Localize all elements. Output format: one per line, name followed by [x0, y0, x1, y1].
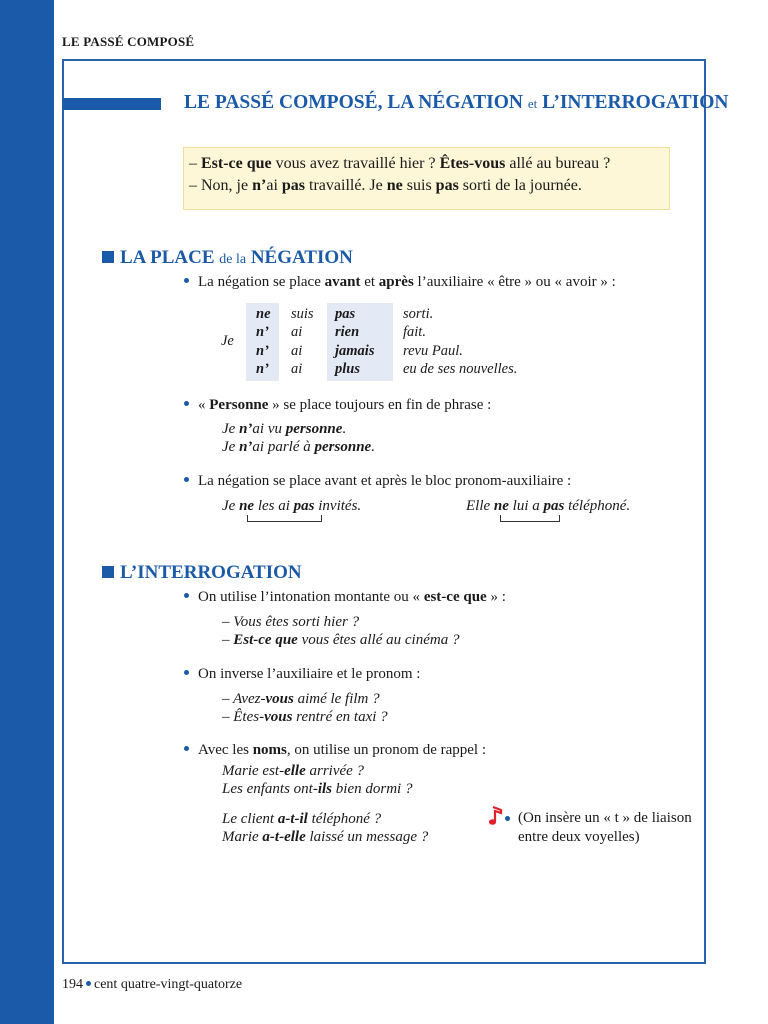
bullet-intonation: [184, 589, 506, 606]
title-part2: L’INTERROGATION: [537, 92, 729, 113]
text-run: vous êtes allé au cinéma ?: [297, 632, 460, 648]
text-run: Je: [222, 439, 240, 455]
title-et: et: [527, 96, 538, 111]
text-run: téléphoné ?: [307, 811, 382, 827]
table-cell: pas: [335, 306, 356, 322]
text-run: – Avez-: [222, 691, 266, 707]
footer-dot-icon: [86, 981, 91, 986]
section1-b: de la: [219, 252, 247, 267]
bold-run: n’: [252, 177, 267, 194]
bullet-dot-icon: [184, 746, 189, 751]
table-cell: n’: [256, 342, 269, 359]
text-run: téléphoné.: [564, 498, 631, 514]
table-cell: n’: [256, 360, 269, 377]
text-run: travaillé. Je: [305, 177, 387, 194]
bullet-bloc-pronom: [184, 473, 571, 490]
text-run: allé au bureau ?: [505, 155, 611, 172]
bold-run: elle: [284, 763, 306, 779]
text-run: l’auxiliaire « être » ou « avoir » :: [413, 274, 616, 290]
bold-run: a-t-elle: [262, 829, 306, 845]
text-run: Marie: [222, 829, 263, 845]
note-line-1: (On insère un « t » de liaison: [518, 810, 692, 826]
table-cell: ai: [291, 342, 303, 359]
text-run: les ai: [254, 498, 294, 514]
example-line: [222, 690, 388, 708]
bold-run: ne: [493, 498, 509, 514]
title-accent-bar: [62, 98, 161, 110]
bullet-dot-icon: [184, 593, 189, 598]
text-run: ai: [266, 177, 282, 194]
table-cell: ai: [291, 324, 303, 341]
text-run: Marie est-: [222, 763, 285, 779]
text-run: bien dormi ?: [332, 781, 413, 797]
example-noms: [222, 762, 412, 798]
example-inversion: [222, 690, 388, 726]
text-run: arrivée ?: [305, 763, 365, 779]
bullet-noms: [184, 742, 486, 759]
example-line: [222, 631, 459, 649]
example-line: [222, 438, 375, 456]
bold-run: ne: [239, 498, 255, 514]
bullet-text: [198, 274, 616, 290]
text-run: et: [360, 274, 379, 290]
text-run: On utilise l’intonation montante ou «: [198, 589, 424, 605]
section-heading-interrogation: [102, 562, 302, 584]
text-run: La négation se place: [198, 274, 325, 290]
text-run: vous avez travaillé hier ?: [271, 155, 440, 172]
bullet-text: [198, 742, 486, 758]
dialogue-box: [183, 147, 670, 210]
bold-run: Personne: [209, 397, 269, 413]
bold-run: n’: [239, 439, 253, 455]
liaison-note: [518, 809, 692, 847]
text-run: sorti de la journée.: [458, 177, 582, 194]
bullet-negation-position: [184, 274, 616, 291]
running-head: LE PASSÉ COMPOSÉ: [62, 34, 195, 49]
bold-run: personne: [314, 439, 372, 455]
example-intonation: [222, 613, 459, 649]
bold-run: n’: [239, 421, 253, 437]
bold-run: Êtes-vous: [439, 155, 506, 172]
text-run: La négation se place avant et après le bloc pronom-auxiliaire :: [198, 473, 572, 489]
example-line: [222, 762, 412, 780]
example-line: [222, 810, 428, 828]
text-run: ai parlé à: [252, 439, 315, 455]
dialogue-line-2: [189, 175, 669, 197]
bold-run: Est-ce que: [201, 155, 272, 172]
bold-run: pas: [281, 177, 306, 194]
text-run: laissé un message ?: [305, 829, 429, 845]
table-subject: Je: [221, 333, 234, 349]
bold-run: avant: [324, 274, 361, 290]
text-run: lui a: [508, 498, 544, 514]
page-number-words: cent quatre-vingt-quatorze: [94, 977, 243, 992]
section2-title: L’INTERROGATION: [120, 562, 302, 583]
bold-run: pas: [543, 498, 565, 514]
text-run: – Vous êtes sorti hier ?: [222, 614, 360, 630]
text-run: ai vu: [252, 421, 286, 437]
section1-c: NÉGATION: [246, 247, 353, 268]
table-cell: ne: [256, 306, 271, 322]
example-personne: [222, 420, 375, 456]
bullet-dot-icon: [184, 401, 189, 406]
bold-run: a-t-il: [277, 811, 308, 827]
table-cell: eu de ses nouvelles.: [403, 360, 518, 377]
bold-run: pas: [435, 177, 459, 194]
title-part1: LE PASSÉ COMPOSÉ, LA NÉGATION: [184, 92, 528, 113]
table-cell: fait.: [403, 324, 426, 341]
square-bullet-icon: [102, 251, 114, 263]
table-cell: suis: [291, 306, 314, 322]
bullet-text: [198, 473, 571, 489]
text-run: » se place toujours en fin de phrase :: [268, 397, 492, 413]
table-cell: ai: [291, 360, 303, 377]
bullet-dot-icon: [184, 278, 189, 283]
bold-run: Est-ce que: [233, 632, 298, 648]
example-line: [222, 828, 428, 846]
bold-run: personne: [285, 421, 343, 437]
text-run: aimé le film ?: [293, 691, 380, 707]
bold-run: vous: [265, 691, 294, 707]
note-line-2: entre deux voyelles): [518, 829, 640, 845]
bold-run: ils: [317, 781, 333, 797]
text-run: – Non, je: [189, 177, 253, 194]
section1-a: LA PLACE: [120, 247, 220, 268]
text-run: Avec les: [198, 742, 253, 758]
bold-run: vous: [264, 709, 293, 725]
table-cell: sorti.: [403, 306, 434, 322]
text-run: Je: [222, 421, 240, 437]
example-line: [222, 708, 388, 726]
text-run: rentré en taxi ?: [292, 709, 388, 725]
text-run: Je: [222, 498, 240, 514]
text-run: On inverse l’auxiliaire et le pronom :: [198, 666, 421, 682]
text-run: «: [198, 397, 210, 413]
text-run: .: [371, 439, 375, 455]
example-bloc-2: [466, 497, 630, 515]
dialogue-line-1: [189, 153, 669, 175]
bullet-dot-icon: [184, 670, 189, 675]
table-cell: revu Paul.: [403, 342, 463, 359]
text-run: Les enfants ont-: [222, 781, 318, 797]
page-number: 194: [62, 977, 83, 992]
music-note-icon: [488, 805, 504, 827]
bracket-under-2: [500, 515, 560, 522]
text-run: –: [189, 155, 201, 172]
page-title: [184, 92, 728, 114]
example-line: [222, 780, 412, 798]
bracket-under-1: [247, 515, 322, 522]
table-cell: n’: [256, 324, 269, 341]
bold-run: ne: [386, 177, 403, 194]
table-cell: rien: [335, 324, 360, 341]
table-cell: plus: [335, 360, 360, 377]
text-run: invités.: [314, 498, 362, 514]
left-sidebar-band: [0, 0, 54, 1024]
bullet-personne: [184, 397, 491, 414]
bullet-dot-icon: [184, 477, 189, 482]
section-heading-negation: [102, 247, 353, 269]
text-run: Le client: [222, 811, 278, 827]
page-footer: [62, 977, 242, 993]
text-run: , on utilise un pronom de rappel :: [286, 742, 487, 758]
bold-run: pas: [293, 498, 315, 514]
example-line: [222, 613, 459, 631]
text-run: .: [342, 421, 347, 437]
bullet-text: [198, 397, 491, 413]
text-run: suis: [402, 177, 436, 194]
text-run: –: [222, 632, 234, 648]
bold-run: noms: [252, 742, 287, 758]
bold-run: est-ce que: [423, 589, 487, 605]
bullet-inversion: [184, 666, 420, 683]
example-bloc-1: [222, 497, 361, 515]
text-run: – Êtes-: [222, 709, 265, 725]
example-line: [222, 420, 375, 438]
text-run: » :: [486, 589, 506, 605]
bullet-text: [198, 589, 506, 605]
example-liaison: [222, 810, 428, 846]
bullet-text: [198, 666, 420, 682]
note-bullet-dot-icon: [505, 816, 510, 821]
table-cell: jamais: [335, 342, 375, 359]
square-bullet-icon: [102, 566, 114, 578]
text-run: Elle: [466, 498, 494, 514]
bold-run: après: [378, 274, 414, 290]
